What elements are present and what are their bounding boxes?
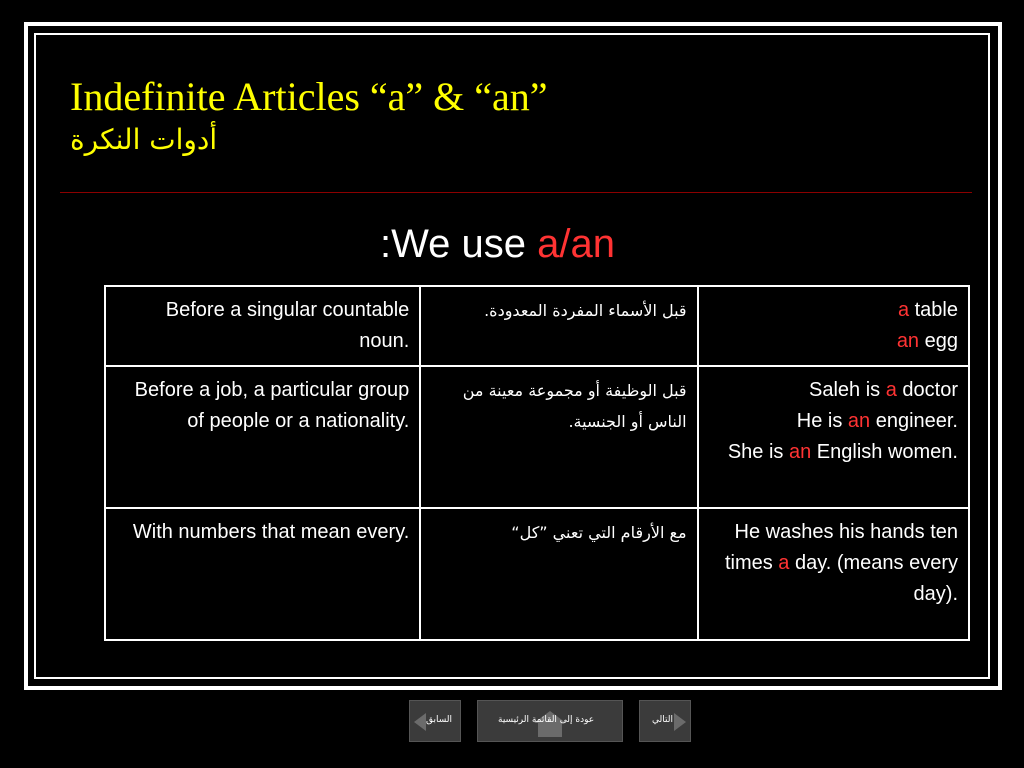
article-highlight: an xyxy=(847,410,871,432)
example-text: English women. xyxy=(811,441,958,463)
next-button-label: التالي xyxy=(652,715,673,725)
example-text: engineer. xyxy=(870,410,958,432)
rule-cell: With numbers that mean every. xyxy=(105,508,420,640)
examples-cell xyxy=(698,366,969,508)
rule-cell: Before a singular countable noun. xyxy=(105,286,420,366)
examples-cell xyxy=(698,508,969,640)
example-text: She is xyxy=(727,441,789,463)
example-line xyxy=(709,437,958,468)
arrow-left-icon xyxy=(414,713,426,731)
slide-title: Indefinite Articles “a” & “an” xyxy=(70,74,548,119)
next-button[interactable] xyxy=(639,700,691,742)
example-text: He washes his hands ten times xyxy=(724,521,958,574)
example-text: day. (means every day). xyxy=(789,552,958,605)
usage-table xyxy=(104,285,970,641)
article-highlight: a xyxy=(778,552,790,574)
prev-button-label: السابق xyxy=(426,715,453,725)
home-icon-base xyxy=(538,723,562,737)
arabic-rule-cell: قبل الوظيفة أو مجموعة معينة من الناس أو الجنسية. xyxy=(420,366,697,508)
article-highlight: a xyxy=(885,379,897,401)
article-highlight: an xyxy=(789,441,812,463)
title-divider xyxy=(60,192,972,193)
example-text: table xyxy=(909,299,958,321)
examples-cell xyxy=(698,286,969,366)
table-row xyxy=(105,286,969,366)
heading-highlight: a/an xyxy=(537,222,615,266)
example-line xyxy=(709,517,958,610)
example-text: egg xyxy=(919,330,958,352)
home-button-label: عودة إلى القائمة الرئيسية xyxy=(498,715,595,725)
example-text: doctor xyxy=(896,379,958,401)
section-heading xyxy=(380,218,615,270)
article-highlight: a xyxy=(897,299,910,321)
home-button[interactable] xyxy=(477,700,623,742)
example-line xyxy=(709,326,958,357)
example-line xyxy=(709,295,958,326)
example-line xyxy=(709,375,958,406)
arrow-right-icon xyxy=(674,713,686,731)
arabic-rule-cell: مع الأرقام التي تعني ”كل“ xyxy=(420,508,697,640)
heading-prefix: :We use xyxy=(380,222,538,266)
prev-button[interactable] xyxy=(409,700,461,742)
rule-cell: Before a job, a particular group of people or a nationality. xyxy=(105,366,420,508)
table-row xyxy=(105,508,969,640)
arabic-rule-cell: قبل الأسماء المفردة المعدودة. xyxy=(420,286,697,366)
slide-subtitle-arabic: أدوات النكرة xyxy=(70,123,218,156)
article-highlight: an xyxy=(896,330,920,352)
example-line xyxy=(709,406,958,437)
table-row xyxy=(105,366,969,508)
example-text: He is xyxy=(796,410,848,432)
example-text: Saleh is xyxy=(809,379,886,401)
